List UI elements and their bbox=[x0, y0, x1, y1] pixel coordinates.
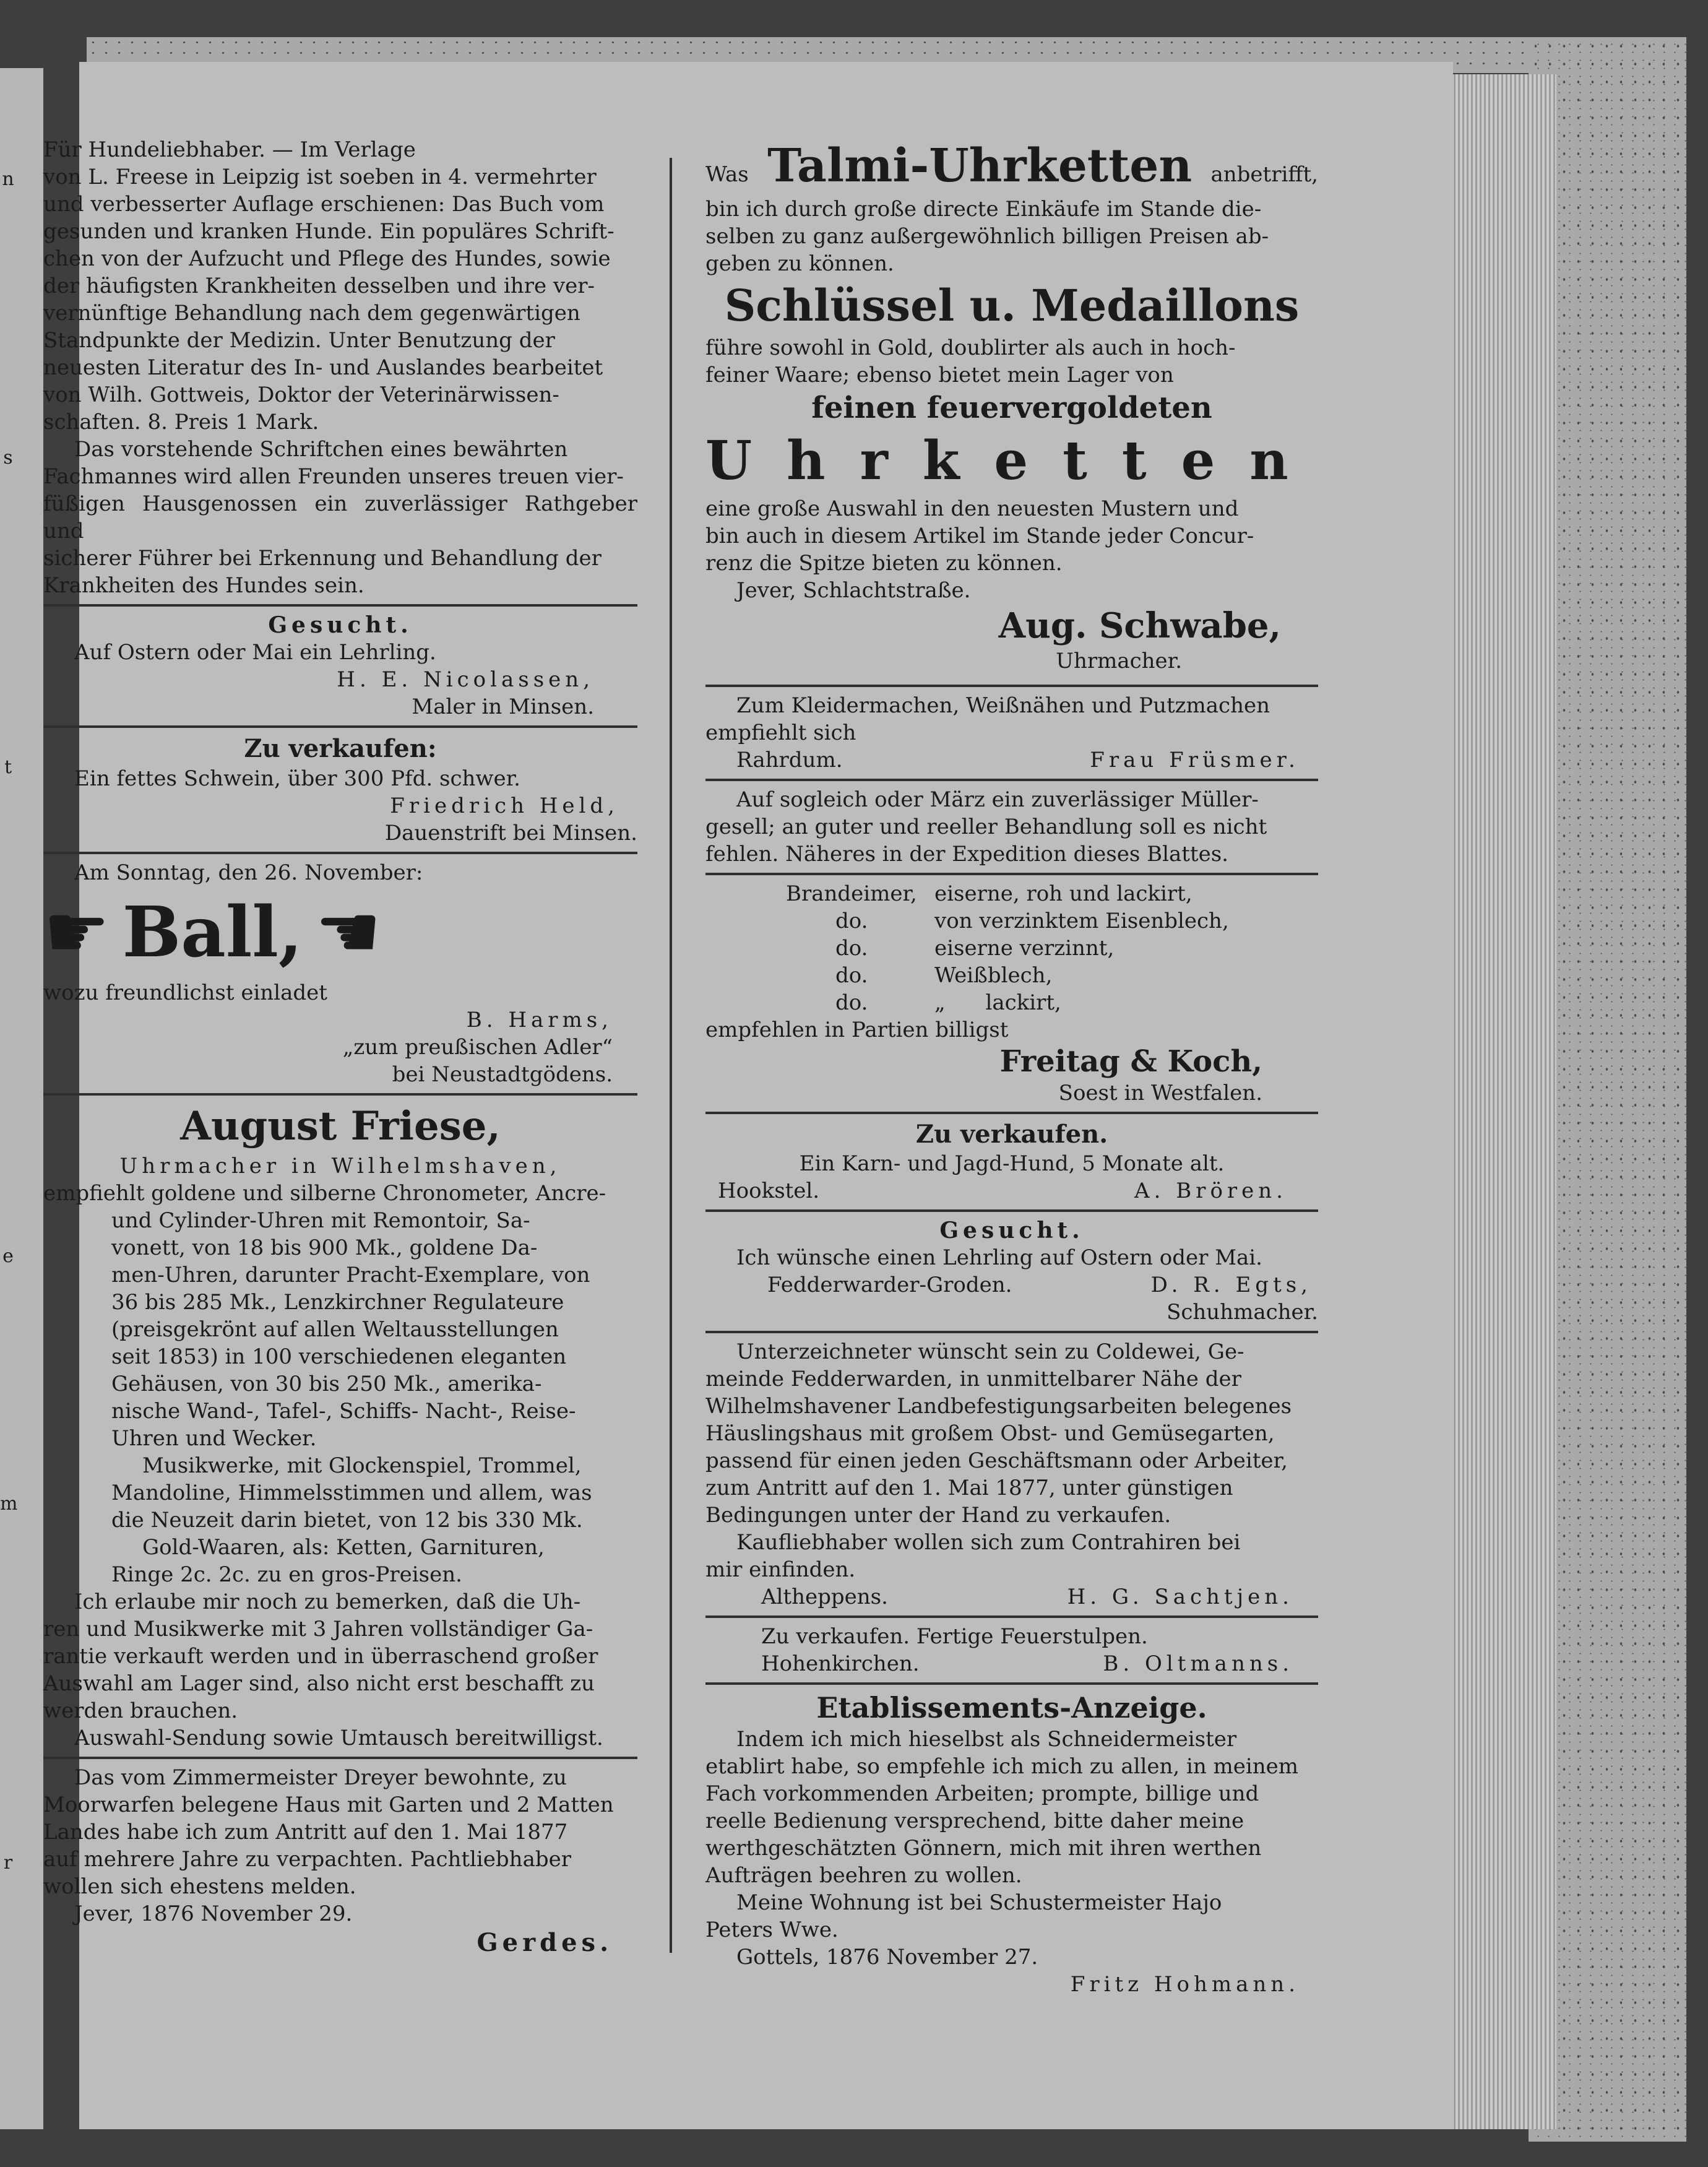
ad-ball bbox=[43, 859, 637, 1088]
ad-line: men-Uhren, darunter Pracht-Exemplare, von bbox=[111, 1263, 590, 1287]
ad-line: Mandoline, Himmelsstimmen und allem, was bbox=[111, 1481, 592, 1505]
ad-line: wozu freundlichst einladet bbox=[43, 980, 327, 1005]
ad-trade: Schuhmacher. bbox=[1167, 1300, 1318, 1325]
ad-place: Soest in Westfalen. bbox=[1058, 1081, 1262, 1105]
signature-row bbox=[705, 1650, 1318, 1677]
ad-schwabe bbox=[705, 136, 1323, 675]
divider bbox=[43, 604, 637, 607]
ad-line: und verbesserter Auflage erschienen: Das Buch vom bbox=[43, 192, 605, 217]
ad-line: geben zu können. bbox=[705, 251, 894, 276]
ad-line: die Neuzeit darin bietet, von 12 bis 330 Mk. bbox=[111, 1508, 583, 1533]
previous-page-sliver bbox=[0, 68, 43, 2129]
ad-gesucht-lehrling bbox=[43, 612, 637, 720]
ad-name: Friedrich Held, bbox=[390, 794, 619, 818]
ad-line: Peters Wwe. bbox=[705, 1918, 839, 1942]
ad-place: Fedderwarder-Groden. bbox=[767, 1273, 1012, 1297]
ad-name: H. G. Sachtjen. bbox=[1067, 1585, 1293, 1609]
product-name: do. bbox=[835, 909, 868, 933]
ad-line: Musikwerke, mit Glockenspiel, Trommel, bbox=[142, 1453, 582, 1478]
ad-line: feiner Waare; ebenso bietet mein Lager von bbox=[705, 363, 1174, 387]
ad-line: Moorwarfen belegene Haus mit Garten und 2 Matten bbox=[43, 1793, 614, 1817]
column-rule bbox=[670, 158, 672, 1953]
ad-line: Gehäusen, von 30 bis 250 Mk., amerika- bbox=[111, 1372, 542, 1396]
divider bbox=[705, 685, 1318, 687]
ad-line: Das vom Zimmermeister Dreyer bewohnte, zu bbox=[74, 1765, 567, 1790]
ad-line: Auswahl am Lager sind, also nicht erst beschafft zu bbox=[43, 1671, 595, 1696]
margin-char: s bbox=[3, 447, 13, 469]
ad-sachtjen bbox=[705, 1338, 1318, 1611]
ad-line: Krankheiten des Hundes sein. bbox=[43, 573, 364, 598]
ad-line: neuesten Literatur des In- und Auslandes bearbeitet bbox=[43, 355, 603, 380]
product-desc: eiserne, roh und lackirt, bbox=[934, 881, 1193, 906]
ad-title: Etablissements-Anzeige. bbox=[816, 1691, 1207, 1724]
ad-line: vonett, von 18 bis 900 Mk., goldene Da- bbox=[111, 1235, 538, 1260]
ball-banner bbox=[43, 889, 637, 975]
divider bbox=[705, 1682, 1318, 1685]
product-desc: eiserne verzinnt, bbox=[934, 936, 1115, 961]
ad-line: zum Antritt auf den 1. Mai 1877, unter günstigen bbox=[705, 1476, 1233, 1500]
ad-line: chen von der Aufzucht und Pflege des Hundes, sowie bbox=[43, 246, 611, 271]
ad-line: renz die Spitze bieten zu können. bbox=[705, 551, 1063, 576]
ad-line: Uhren und Wecker. bbox=[111, 1426, 317, 1451]
left-column bbox=[43, 136, 637, 1958]
ad-oltmanns bbox=[705, 1623, 1318, 1677]
product-desc: Weißblech, bbox=[934, 963, 1053, 988]
ad-line: rantie verkauft werden und in überraschend großer bbox=[43, 1644, 598, 1669]
ad-line: bin ich durch große directe Einkäufe im Stande die- bbox=[705, 197, 1262, 222]
ad-line: Standpunkte der Medizin. Unter Benutzung der bbox=[43, 328, 555, 353]
signature-row bbox=[705, 1583, 1318, 1611]
ad-line: auf mehrere Jahre zu verpachten. Pachtliebhaber bbox=[43, 1847, 571, 1872]
ad-line: füßigen Hausgenossen ein zuverlässiger Rathgeber und bbox=[43, 491, 637, 543]
divider bbox=[43, 1093, 637, 1096]
ad-name: Gerdes. bbox=[477, 1928, 613, 1957]
margin-char: r bbox=[3, 1852, 13, 1874]
signature-row bbox=[705, 1177, 1318, 1205]
ad-line: Kaufliebhaber wollen sich zum Contrahiren bei bbox=[736, 1530, 1241, 1555]
ad-line: Häuslingshaus mit großem Obst- und Gemüsegarten, bbox=[705, 1421, 1275, 1446]
ad-line: Auswahl-Sendung sowie Umtausch bereitwilligst. bbox=[74, 1726, 603, 1750]
product-name: do. bbox=[835, 936, 868, 961]
ad-name: B. Harms, bbox=[466, 1008, 613, 1032]
product-name: Brandeimer, bbox=[786, 881, 917, 906]
ad-line: nische Wand-, Tafel-, Schiffs- Nacht-, Reise- bbox=[111, 1399, 576, 1424]
ad-line: Ich erlaube mir noch zu bemerken, daß die Uh- bbox=[74, 1590, 581, 1614]
ad-line: Aufträgen beehren zu wollen. bbox=[705, 1863, 1022, 1888]
ad-line: Unterzeichneter wünscht sein zu Coldewei, Ge- bbox=[736, 1339, 1244, 1364]
product-desc: von verzinktem Eisenblech, bbox=[934, 909, 1229, 933]
ad-headline: Talmi-Uhrketten bbox=[767, 139, 1193, 192]
pointing-hand-icon: ☛ bbox=[43, 889, 110, 975]
ad-line: wollen sich ehestens melden. bbox=[43, 1874, 356, 1899]
ad-line: seit 1853) in 100 verschiedenen eleganten bbox=[111, 1344, 567, 1369]
ad-line: Fachmannes wird allen Freunden unseres treuen vier- bbox=[43, 464, 624, 489]
ad-name: A. Brören. bbox=[1134, 1179, 1287, 1203]
ball-word: Ball, bbox=[122, 892, 303, 973]
ad-mueller bbox=[705, 786, 1318, 868]
ad-august-friese bbox=[43, 1101, 637, 1752]
ad-line: und Cylinder-Uhren mit Remontoir, Sa- bbox=[111, 1208, 530, 1233]
ad-line: mir einfinden. bbox=[705, 1557, 856, 1582]
ad-place: Dauenstrift bei Minsen. bbox=[384, 821, 637, 846]
ad-line: fehlen. Näheres in der Expedition dieses Blattes. bbox=[705, 842, 1228, 867]
ad-line: eine große Auswahl in den neuesten Mustern und bbox=[705, 496, 1239, 521]
ad-line: Gold-Waaren, als: Ketten, Garnituren, bbox=[142, 1535, 545, 1560]
ad-place: Rahrdum. bbox=[736, 748, 843, 772]
ad-title: Gesucht. bbox=[939, 1218, 1084, 1244]
ad-line: führe sowohl in Gold, doublirter als auch in hoch- bbox=[705, 335, 1236, 360]
ad-line: Meine Wohnung ist bei Schustermeister Hajo bbox=[736, 1890, 1222, 1915]
ad-line: der häufigsten Krankheiten desselben und ihre ver- bbox=[43, 274, 595, 298]
ad-line: gesunden und kranken Hunde. Ein populäres Schrift- bbox=[43, 219, 615, 244]
ad-fruesmer bbox=[705, 692, 1318, 774]
ad-line: empfehlen in Partien billigst bbox=[705, 1018, 1009, 1042]
product-desc: „ lackirt, bbox=[934, 990, 1061, 1015]
ad-line: Was bbox=[705, 162, 749, 187]
ad-headline: Schlüssel u. Medaillons bbox=[724, 280, 1300, 331]
ad-line: Indem ich mich hieselbst als Schneidermeister bbox=[736, 1727, 1237, 1752]
right-column bbox=[705, 136, 1323, 1998]
ad-line: vernünftige Behandlung nach dem gegenwärtigen bbox=[43, 301, 580, 326]
ad-line: meinde Fedderwarden, in unmittelbarer Nähe der bbox=[705, 1367, 1241, 1391]
ad-line: Wilhelmshavener Landbefestigungsarbeiten belegenes bbox=[705, 1394, 1292, 1419]
ad-line: werthgeschätzten Gönnern, mich mit ihren werthen bbox=[705, 1836, 1262, 1861]
ad-line: ren und Musikwerke mit 3 Jahren vollständiger Ga- bbox=[43, 1617, 593, 1641]
ad-etablissement bbox=[705, 1690, 1318, 1998]
ad-trade: Uhrmacher. bbox=[1056, 649, 1182, 673]
ad-line: Landes habe ich zum Antritt auf den 1. Mai 1877 bbox=[43, 1820, 568, 1845]
ad-line: gesell; an guter und reeller Behandlung soll es nicht bbox=[705, 815, 1267, 839]
divider bbox=[705, 1209, 1318, 1212]
ad-line: etablirt habe, so empfehle ich mich zu allen, in meinem bbox=[705, 1754, 1299, 1779]
ad-line: Auf sogleich oder März ein zuverlässiger Müller- bbox=[736, 787, 1259, 812]
ad-name: Aug. Schwabe, bbox=[998, 605, 1281, 646]
ad-place: Altheppens. bbox=[761, 1585, 888, 1609]
ad-place: Hookstel. bbox=[718, 1179, 820, 1203]
ad-line: schaften. 8. Preis 1 Mark. bbox=[43, 410, 319, 435]
divider bbox=[705, 1112, 1318, 1114]
headline-row bbox=[705, 136, 1318, 196]
ad-gerdes bbox=[43, 1764, 637, 1958]
ad-hundeliebhaber bbox=[43, 136, 637, 599]
ad-line: selben zu ganz außergewöhnlich billigen Preisen ab- bbox=[705, 224, 1269, 249]
ad-headline: feinen feuervergoldeten bbox=[811, 391, 1212, 425]
ad-text: Ein Karn- und Jagd-Hund, 5 Monate alt. bbox=[799, 1151, 1225, 1176]
ad-text: Zu verkaufen. Fertige Feuerstulpen. bbox=[761, 1624, 1148, 1649]
divider bbox=[705, 873, 1318, 875]
signature-row bbox=[705, 1271, 1318, 1299]
ad-gesucht-schuhmacher bbox=[705, 1217, 1318, 1326]
ad-line: sicherer Führer bei Erkennung und Behandlung der bbox=[43, 546, 602, 571]
margin-char: t bbox=[4, 756, 12, 778]
ad-place: Hohenkirchen. bbox=[761, 1651, 920, 1676]
product-list bbox=[705, 880, 1318, 1016]
signature-row bbox=[705, 746, 1318, 774]
product-name: do. bbox=[835, 963, 868, 988]
ad-line: werden brauchen. bbox=[43, 1698, 238, 1723]
ad-line: von L. Freese in Leipzig ist soeben in 4. vermehrter bbox=[43, 165, 597, 189]
ad-name: Frau Früsmer. bbox=[1090, 748, 1300, 772]
ad-title: Gesucht. bbox=[268, 612, 413, 638]
ad-text: Ich wünsche einen Lehrling auf Ostern oder Mai. bbox=[736, 1245, 1262, 1270]
ad-zu-verkaufen-schwein bbox=[43, 733, 637, 847]
ad-title: August Friese, bbox=[180, 1103, 501, 1149]
product-name: do. bbox=[835, 990, 868, 1015]
ad-line: Am Sonntag, den 26. November: bbox=[74, 860, 423, 885]
ad-name: B. Oltmanns. bbox=[1103, 1651, 1293, 1676]
ad-title: Zu verkaufen: bbox=[244, 734, 437, 763]
ad-zu-verkaufen-hund bbox=[705, 1119, 1318, 1205]
page-edges bbox=[1445, 74, 1556, 2129]
ad-title: Zu verkaufen. bbox=[915, 1120, 1108, 1149]
ad-line: (preisgekrönt auf allen Weltausstellungen bbox=[111, 1317, 559, 1342]
ad-line: Für Hundeliebhaber. — Im Verlage bbox=[43, 137, 416, 162]
ad-subtitle: Uhrmacher in Wilhelmshaven, bbox=[119, 1154, 561, 1179]
ad-line: passend für einen jeden Geschäftsmann oder Arbeiter, bbox=[705, 1448, 1288, 1473]
ad-line: Bedingungen unter der Hand zu verkaufen. bbox=[705, 1503, 1171, 1528]
ad-date: Gottels, 1876 November 27. bbox=[736, 1945, 1038, 1970]
ad-line: anbetrifft, bbox=[1210, 162, 1318, 187]
ad-line: empfiehlt goldene und silberne Chronometer, Ancre- bbox=[43, 1181, 606, 1206]
ad-place: Maler in Minsen. bbox=[412, 694, 594, 719]
ad-line: von Wilh. Gottweis, Doktor der Veterinärwissen- bbox=[43, 383, 559, 407]
ad-line: Ringe 2c. 2c. zu en gros-Preisen. bbox=[111, 1562, 462, 1587]
ad-text: Auf Ostern oder Mai ein Lehrling. bbox=[74, 640, 436, 665]
divider bbox=[705, 1616, 1318, 1618]
margin-char: n bbox=[2, 168, 14, 190]
divider bbox=[43, 1757, 637, 1759]
divider bbox=[705, 1331, 1318, 1333]
ad-line: bin auch in diesem Artikel im Stande jeder Concur- bbox=[705, 524, 1254, 548]
pointing-hand-icon: ☚ bbox=[314, 889, 382, 975]
margin-char: m bbox=[0, 1493, 18, 1515]
ad-date: Jever, 1876 November 29. bbox=[74, 1901, 353, 1926]
ad-text: Ein fettes Schwein, über 300 Pfd. schwer. bbox=[74, 766, 520, 791]
divider bbox=[705, 779, 1318, 781]
divider bbox=[43, 852, 637, 854]
ad-line: empfiehlt sich bbox=[705, 720, 856, 745]
ad-line: Fach vorkommenden Arbeiten; prompte, billige und bbox=[705, 1781, 1259, 1806]
ad-line: Zum Kleidermachen, Weißnähen und Putzmachen bbox=[736, 693, 1270, 718]
ad-name: D. R. Egts, bbox=[1150, 1273, 1312, 1297]
ad-line: reelle Bedienung versprechend, bitte daher meine bbox=[705, 1809, 1244, 1833]
ad-headline: Uhrketten bbox=[705, 430, 1323, 492]
ad-place: bei Neustadtgödens. bbox=[392, 1062, 613, 1087]
divider bbox=[43, 725, 637, 728]
ad-freitag-koch bbox=[705, 880, 1318, 1107]
ad-name: Freitag & Koch, bbox=[999, 1044, 1262, 1079]
ad-name: H. E. Nicolassen, bbox=[337, 667, 594, 692]
ad-line: „zum preußischen Adler“ bbox=[342, 1035, 613, 1060]
ad-line: Das vorstehende Schriftchen eines bewährten bbox=[74, 437, 568, 462]
ad-line: 36 bis 285 Mk., Lenzkirchner Regulateure bbox=[111, 1290, 564, 1315]
margin-char: e bbox=[2, 1245, 14, 1267]
ad-place: Jever, Schlachtstraße. bbox=[736, 578, 971, 603]
ad-name: Fritz Hohmann. bbox=[1070, 1972, 1300, 1997]
